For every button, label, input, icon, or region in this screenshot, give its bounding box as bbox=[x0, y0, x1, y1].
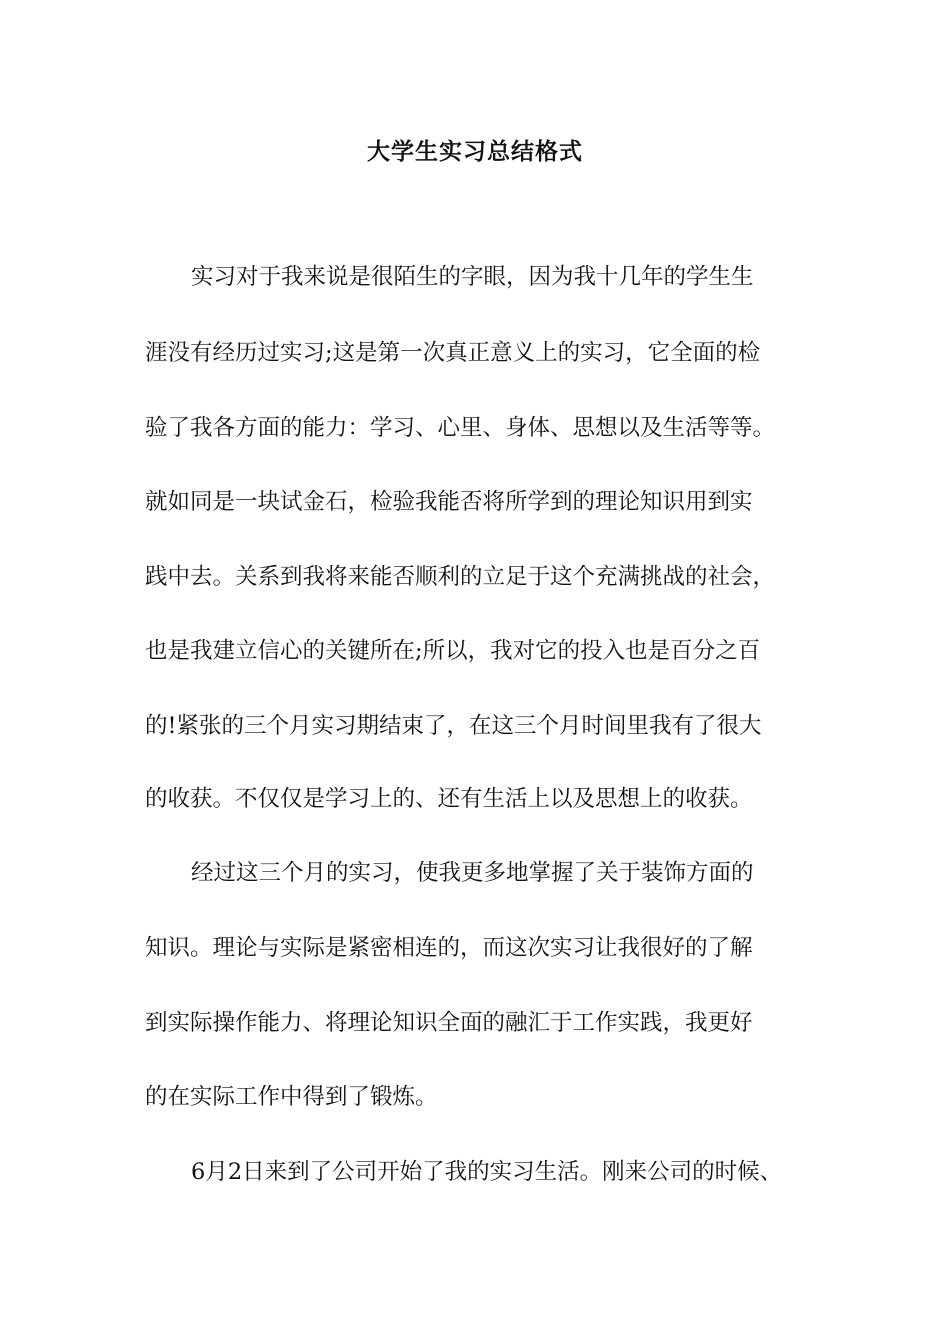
document-title: 大学生实习总结格式 bbox=[367, 138, 583, 165]
paragraph-1-line-5: 践中去。关系到我将来能否顺利的立足于这个充满挑战的社会， bbox=[145, 564, 776, 590]
paragraph-1-line-8: 的收获。不仅仅是学习上的、还有生活上以及思想上的收获。 bbox=[145, 786, 753, 812]
paragraph-1-line-1: 实习对于我来说是很陌生的字眼，因为我十几年的学生生 bbox=[191, 264, 754, 290]
paragraph-1-line-7: 的!紧张的三个月实习期结束了，在这三个月时间里我有了很大 bbox=[145, 713, 762, 739]
paragraph-2-line-3: 到实际操作能力、将理论知识全面的融汇于工作实践，我更好 bbox=[145, 1010, 753, 1036]
paragraph-1-line-4: 就如同是一块试金石，检验我能否将所学到的理论知识用到实 bbox=[145, 489, 753, 515]
paragraph-2-line-4: 的在实际工作中得到了锻炼。 bbox=[145, 1084, 438, 1110]
paragraph-1-line-6: 也是我建立信心的关键所在;所以，我对它的投入也是百分之百 bbox=[145, 638, 761, 664]
paragraph-2-line-1: 经过这三个月的实习，使我更多地掌握了关于装饰方面的 bbox=[191, 860, 754, 886]
paragraph-2-line-2: 知识。理论与实际是紧密相连的，而这次实习让我很好的了解 bbox=[145, 935, 753, 961]
paragraph-1-line-3: 验了我各方面的能力：学习、心里、身体、思想以及生活等等。 bbox=[145, 415, 776, 441]
paragraph-1-line-2: 涯没有经历过实习;这是第一次真正意义上的实习，它全面的检 bbox=[145, 340, 761, 366]
paragraph-3-line-1: 6月2日来到了公司开始了我的实习生活。刚来公司的时候、 bbox=[191, 1159, 783, 1185]
